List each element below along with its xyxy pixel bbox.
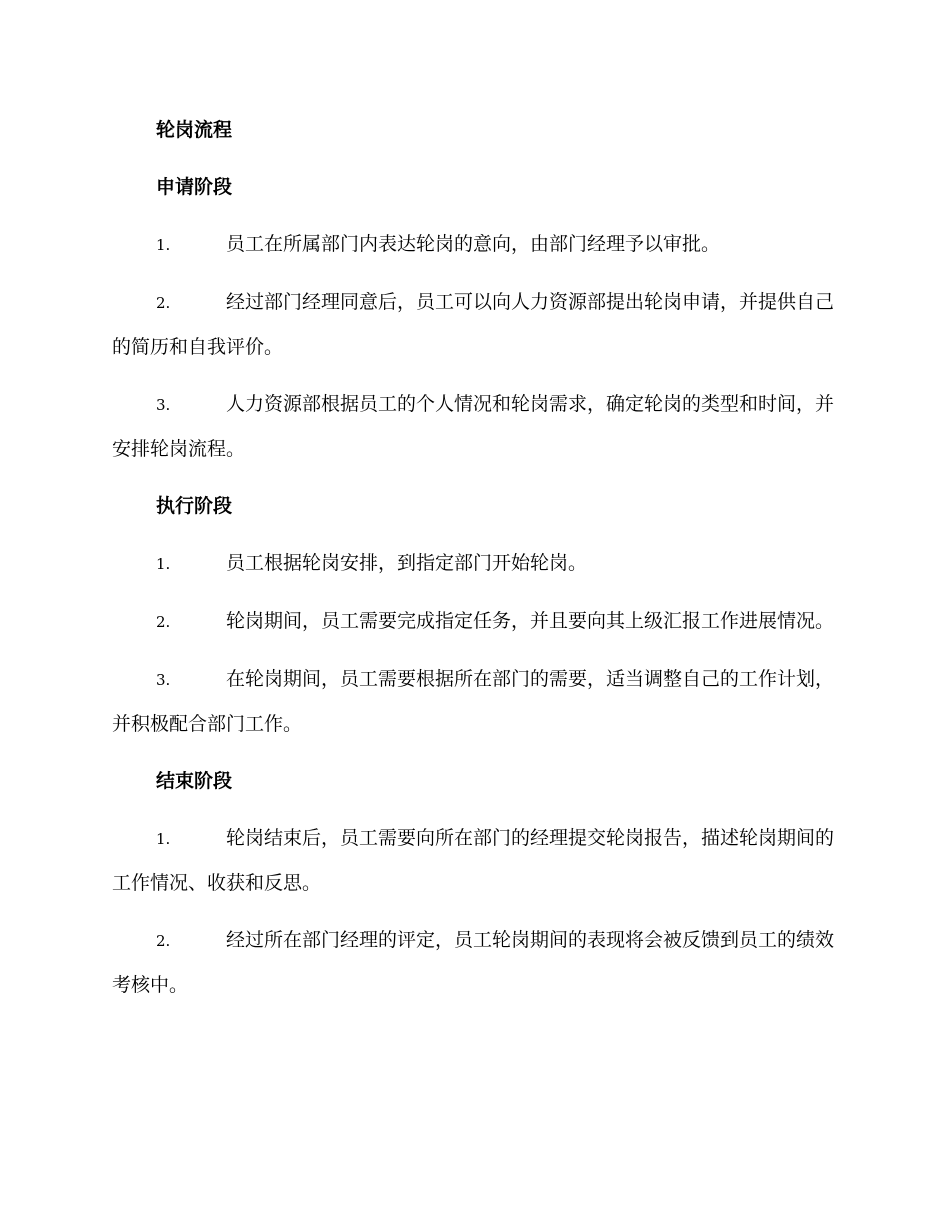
list-item-text: 员工在所属部门内表达轮岗的意向，由部门经理予以审批。 (226, 233, 721, 255)
list-number: 1. (156, 830, 171, 848)
section-heading-execution: 执行阶段 (156, 495, 233, 517)
list-number: 2. (156, 613, 171, 631)
list-item-text: 人力资源部根据员工的个人情况和轮岗需求，确定轮岗的类型和时间，并安排轮岗流程。 (112, 393, 835, 460)
list-number: 3. (156, 671, 171, 689)
list-number: 1. (156, 555, 171, 573)
list-number: 2. (156, 932, 171, 950)
list-item (112, 918, 834, 1007)
list-number: 3. (156, 396, 171, 414)
list-item-text: 轮岗结束后，员工需要向所在部门的经理提交轮岗报告，描述轮岗期间的工作情况、收获和反思。 (112, 827, 835, 894)
document-body (112, 108, 834, 1020)
section-heading-application: 申请阶段 (156, 176, 233, 198)
list-item-text: 在轮岗期间，员工需要根据所在部门的需要，适当调整自己的工作计划，并积极配合部门工作。 (112, 668, 835, 735)
list-item (112, 599, 834, 644)
list-number: 2. (156, 294, 171, 312)
list-item (112, 280, 834, 369)
list-item (112, 541, 834, 586)
list-item (112, 382, 834, 471)
list-item (112, 222, 834, 267)
list-number: 1. (156, 236, 171, 254)
list-item-text: 经过所在部门经理的评定，员工轮岗期间的表现将会被反馈到员工的绩效考核中。 (112, 929, 835, 996)
list-item (112, 816, 834, 905)
list-item-text: 经过部门经理同意后，员工可以向人力资源部提出轮岗申请，并提供自己的简历和自我评价。 (112, 291, 835, 358)
list-item-text: 员工根据轮岗安排，到指定部门开始轮岗。 (226, 552, 588, 574)
list-item (112, 657, 834, 746)
section-heading-completion: 结束阶段 (156, 770, 233, 792)
list-item-text: 轮岗期间，员工需要完成指定任务，并且要向其上级汇报工作进展情况。 (226, 610, 835, 632)
document-title: 轮岗流程 (156, 119, 233, 141)
